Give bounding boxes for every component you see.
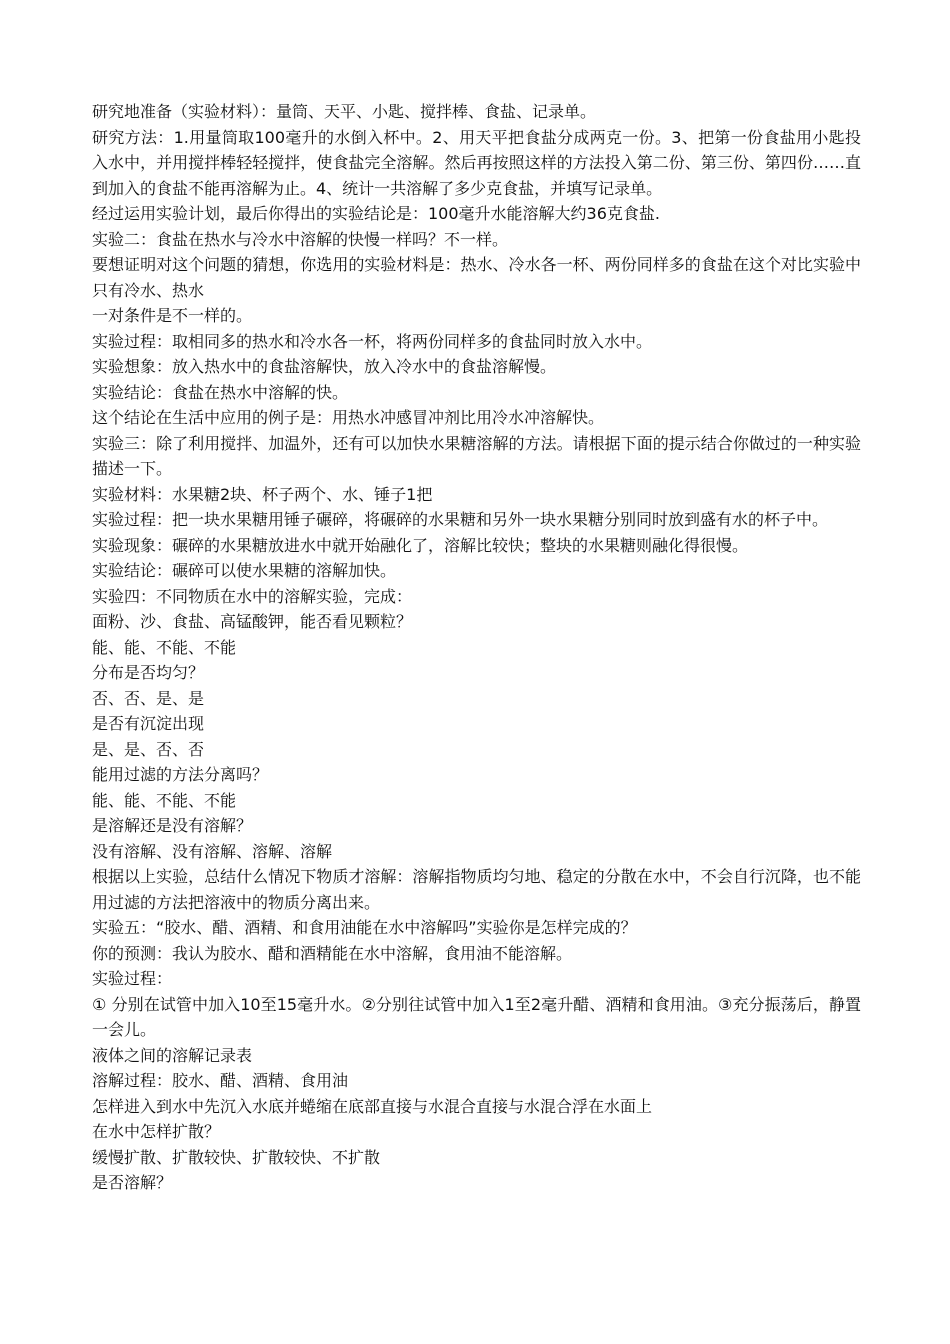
paragraph-question-filter: 能用过滤的方法分离吗？	[92, 765, 269, 784]
paragraph-experiment-3-process: 实验过程：把一块水果糖用锤子碾碎，将碾碎的水果糖和另外一块水果糖分别同时放到盛有水的杯子中。	[92, 510, 829, 529]
paragraph-record-enter-water: 怎样进入到水中先沉入水底并蜷缩在底部直接与水混合直接与水混合浮在水面上	[92, 1096, 653, 1116]
paragraph-experiment-2-process: 实验过程：取相同多的热水和冷水各一杯，将两份同样多的食盐同时放入水中。	[92, 331, 653, 351]
paragraph-experiment-4-title: 实验四：不同物质在水中的溶解实验，完成：	[92, 586, 413, 606]
paragraph-experiment-2-title: 实验二：食盐在热水与冷水中溶解的快慢一样吗？不一样。	[92, 229, 509, 249]
paragraph-experiment-5-prediction: 你的预测：我认为胶水、醋和酒精能在水中溶解，食用油不能溶解。	[92, 943, 573, 963]
paragraph-experiment-2-prediction: 实验想象：放入热水中的食盐溶解快，放入冷水中的食盐溶解慢。	[92, 357, 557, 376]
paragraph-answer-filter: 能、能、不能、不能	[92, 790, 237, 810]
paragraph-answer-particles: 能、能、不能、不能	[92, 637, 237, 657]
paragraph-question-even: 分布是否均匀？	[92, 663, 205, 682]
paragraph-answer-diffuse: 缓慢扩散、扩散较快、扩散较快、不扩散	[92, 1147, 381, 1167]
paragraph-experiment-3-conclusion: 实验结论：碾碎可以使水果糖的溶解加快。	[92, 561, 397, 580]
paragraph-materials: 研究地准备（实验材料）：量筒、天平、小匙、搅拌棒、食盐、记录单。	[92, 102, 597, 121]
paragraph-summary: 根据以上实验，总结什么情况下物质才溶解：溶解指物质均匀地、稳定的分散在水中，不会自行沉降，也不能用过滤的方法把溶液中的物质分离出来。	[92, 867, 861, 912]
paragraph-experiment-3-title: 实验三：除了利用搅拌、加温外，还有可以加快水果糖溶解的方法。请根据下面的提示结合你做过的一种实验描述一下。	[92, 433, 861, 478]
paragraph-experiment-3-phenomenon: 实验现象：碾碎的水果糖放进水中就开始融化了，溶解比较快；整块的水果糖则融化得很慢。	[92, 535, 749, 555]
paragraph-conclusion-1: 经过运用实验计划，最后你得出的实验结论是：100毫升水能溶解大约36克食盐.	[92, 204, 660, 223]
paragraph-answer-dissolve: 没有溶解、没有溶解、溶解、溶解	[92, 841, 333, 861]
paragraph-question-diffuse: 在水中怎样扩散？	[92, 1122, 221, 1141]
paragraph-question-dissolve: 是溶解还是没有溶解？	[92, 816, 253, 835]
paragraph-experiment-2-materials: 要想证明对这个问题的猜想，你选用的实验材料是：热水、冷水各一杯、两份同样多的食盐在这个对比实验中只有冷水、热水	[92, 255, 861, 300]
paragraph-experiment-2-example: 这个结论在生活中应用的例子是：用热水冲感冒冲剂比用冷水冲溶解快。	[92, 408, 605, 427]
paragraph-record-items: 溶解过程：胶水、醋、酒精、食用油	[92, 1071, 349, 1090]
paragraph-answer-sediment: 是、是、否、否	[92, 739, 205, 759]
paragraph-record-table-title: 液体之间的溶解记录表	[92, 1045, 253, 1065]
paragraph-experiment-5-title: 实验五：“胶水、醋、酒精、和食用油能在水中溶解吗”实验你是怎样完成的？	[92, 918, 637, 937]
paragraph-answer-even: 否、否、是、是	[92, 688, 205, 708]
paragraph-method: 研究方法：1.用量筒取100毫升的水倒入杯中。2、用天平把食盐分成两克一份。3、把第一份食盐用小匙投入水中，并用搅拌棒轻轻搅拌，使食盐完全溶解。然后再按照这样的方法投入第二份、第三份、第四份……直到加入的食盐不能再溶解为止。4、统计一共溶解了多少克食盐，并填写记录单。	[92, 127, 861, 198]
paragraph-experiment-5-steps: ① 分别在试管中加入10至15毫升水。②分别往试管中加入1至2毫升醋、酒精和食用油。③充分振荡后，静置一会儿。	[92, 994, 861, 1039]
paragraph-question-sediment: 是否有沉淀出现	[92, 714, 205, 733]
paragraph-experiment-3-materials: 实验材料：水果糖2块、杯子两个、水、锤子1把	[92, 484, 433, 504]
paragraph-experiment-5-process-label: 实验过程：	[92, 969, 173, 988]
paragraph-question-particles: 面粉、沙、食盐、高锰酸钾，能否看见颗粒？	[92, 612, 413, 631]
paragraph-experiment-2-conclusion: 实验结论：食盐在热水中溶解的快。	[92, 382, 349, 402]
paragraph-question-dissolved: 是否溶解？	[92, 1173, 173, 1192]
paragraph-experiment-2-condition: 一对条件是不一样的。	[92, 306, 253, 325]
document-page	[92, 99, 861, 1196]
